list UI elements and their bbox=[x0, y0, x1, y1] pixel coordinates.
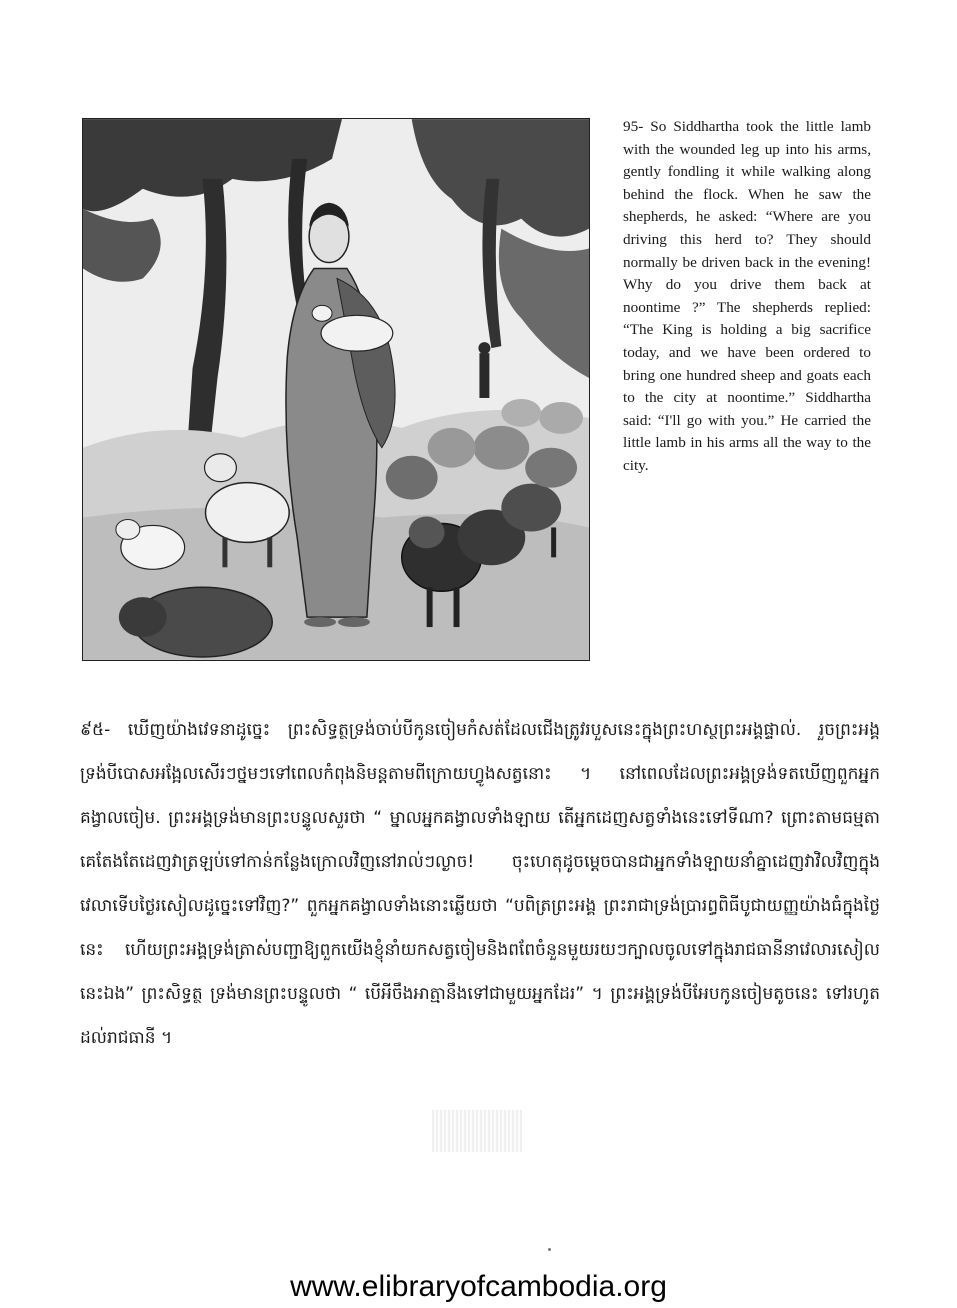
footer-website-url: www.elibraryofcambodia.org bbox=[290, 1270, 667, 1303]
illustration-siddhartha-with-lamb bbox=[82, 118, 590, 661]
khmer-paragraph-95: ៩៥- ឃើញយ៉ាងវេទនាដូច្នេះ ព្រះសិទ្ធត្ថទ្រង់ចាប់បីកូនចៀមកំសត់ដែលជើងត្រូវរបួសនេះក្នុងព្រះហស្ថព្រះអង្គផ្ទាល់. រួចព្រះអង្គទ្រង់បីបោសអង្អែលសើរៗថ្នមៗទៅពេលកំពុងនិមន្តតាមពីក្រោយហ្វូងសត្វនោះ ។ នៅពេលដែលព្រះអង្គទ្រង់ទតឃើញពួកអ្នកគង្វាលចៀម. ព្រះអង្គទ្រង់មានព្រះបន្ទូលសួរថា “ ម្នាលអ្នកគង្វាលទាំងឡាយ តើអ្នកដេញសត្វទាំងនេះទៅទីណា? ព្រោះតាមធម្មតាគេតែងតែដេញវាត្រឡប់ទៅកាន់កន្លែងក្រោលវិញនៅរាល់ៗល្ងាច! ចុះហេតុដូចម្តេចបានជាអ្នកទាំងឡាយនាំគ្នាដេញវាវិលវិញក្នុងវេលាទើបថ្ងៃរសៀលដូច្នេះទៅវិញ?” ពួកអ្នកគង្វាលទាំងនោះឆ្លើយថា “បពិត្រព្រះអង្គ ព្រះរាជាទ្រង់ប្រារព្ធពិធីបូជាយញ្ញយ៉ាងធំក្នុងថ្ងៃនេះ ហើយព្រះអង្គទ្រង់ត្រាស់បញ្ជាឱ្យពួកយើងខ្ញុំនាំយកសត្វចៀមនិងពពែចំនួនមួយរយៗក្បាលចូលទៅក្នុងរាជធានីនាវេលារសៀលនេះឯង” ព្រះសិទ្ធត្ថ ទ្រង់មានព្រះបន្ទូលថា “ បើអីចឹងអាត្មានឹងទៅជាមួយអ្នកដែរ” ។ ព្រះអង្គទ្រង់បីអែបកូនចៀមតូចនេះ ទៅរហូតដល់រាជធានី ។ bbox=[80, 720, 880, 1048]
illustration-drawing bbox=[83, 119, 589, 660]
english-paragraph-95: 95- So Siddhartha took the little lamb with the wounded leg up into his arms, gently fondling it while walking along behind the flock. When he saw the shepherds, he asked: “Where are you driving this herd to? They should normally be driven back in the evening! Why do you drive them back at noontime ?” The shepherds replied: “The King is holding a big sacrifice today, and we have been ordered to bring one hundred sheep and goats each to the city at noontime.” Siddhartha said: “I'll go with you.” He carried the little lamb in his arms all the way to the city. bbox=[623, 118, 871, 474]
scan-speck bbox=[548, 1248, 551, 1251]
scan-smudge bbox=[432, 1110, 522, 1152]
